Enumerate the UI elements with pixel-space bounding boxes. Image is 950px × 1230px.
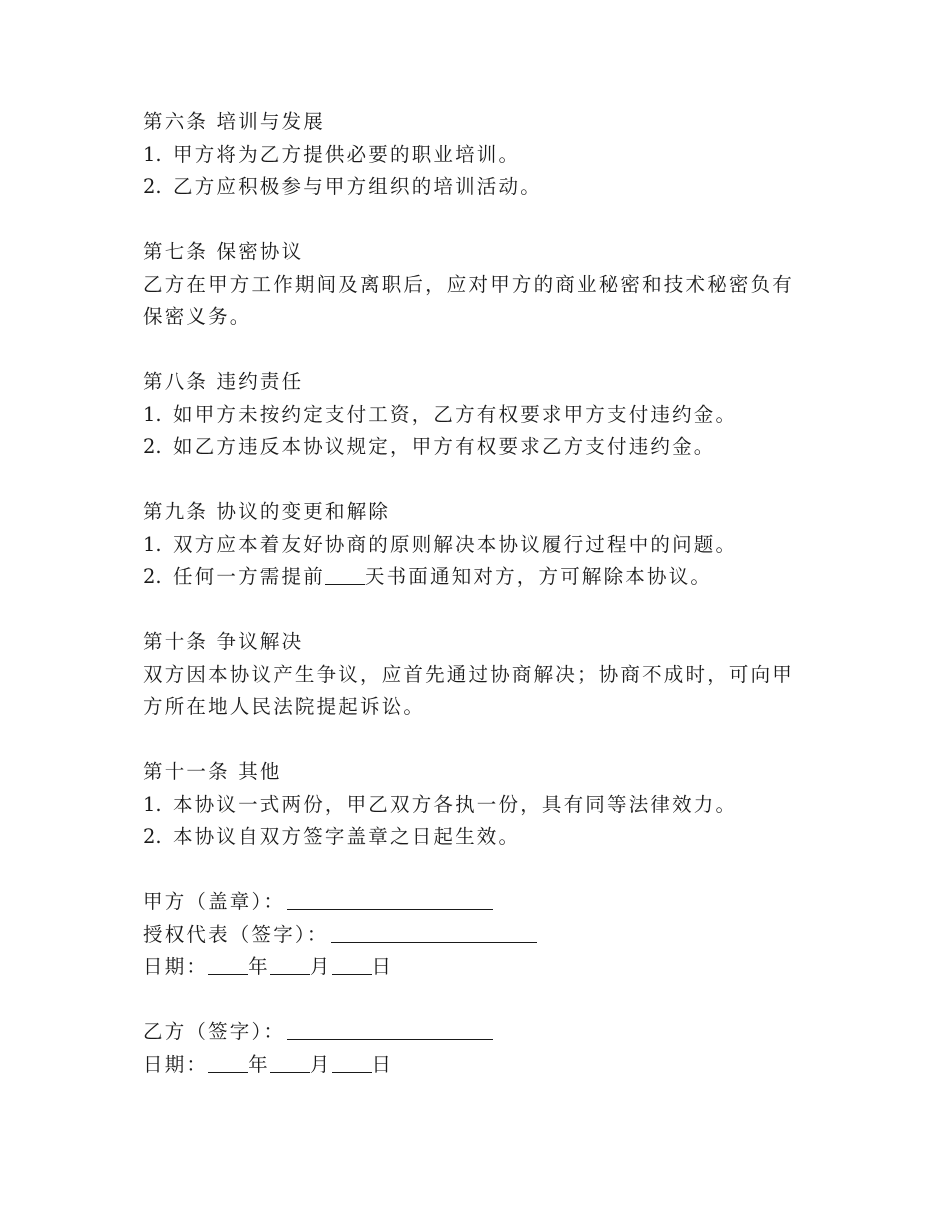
item-text: 本协议自双方签字盖章之日起生效。 — [173, 825, 521, 848]
article-8-item-1 — [143, 399, 823, 432]
party-a-label: 甲方（盖章）： — [143, 890, 286, 913]
authorized-rep-blank[interactable] — [331, 922, 537, 943]
year-label: 年 — [248, 1052, 270, 1076]
article-6-item-2 — [143, 171, 823, 204]
article-8-item-2 — [143, 431, 823, 464]
party-b-sign-line — [143, 1016, 823, 1049]
party-b-date-line — [143, 1049, 823, 1082]
party-b-sign-blank[interactable] — [287, 1019, 493, 1040]
day-label: 日 — [371, 955, 394, 978]
date-label: 日期： — [143, 1052, 209, 1076]
year-blank[interactable] — [208, 1052, 248, 1073]
item-number: 2. — [143, 825, 162, 848]
item-text-before: 任何一方需提前 — [173, 565, 325, 588]
item-number: 2. — [143, 175, 162, 198]
party-a-seal-blank[interactable] — [287, 889, 493, 910]
day-blank[interactable] — [332, 1052, 372, 1073]
day-label: 日 — [371, 1052, 394, 1076]
article-6-title: 第六条 培训与发展 — [143, 110, 325, 133]
article-9-title: 第九条 协议的变更和解除 — [143, 500, 391, 523]
item-number: 2. — [143, 435, 162, 458]
article-7-title: 第七条 保密协议 — [143, 240, 304, 263]
item-number: 1. — [143, 142, 162, 166]
item-number: 1. — [143, 402, 162, 426]
article-11-item-2 — [143, 821, 823, 854]
item-text: 如乙方违反本协议规定，甲方有权要求乙方支付违约金。 — [173, 435, 716, 458]
article-7-body-line-1: 乙方在甲方工作期间及离职后，应对甲方的商业秘密和技术秘密负有 — [143, 272, 795, 296]
contract-page — [143, 106, 823, 1081]
article-11-title: 第十一条 其他 — [143, 760, 282, 783]
month-blank[interactable] — [270, 954, 310, 975]
item-text-after: 天书面通知对方，方可解除本协议。 — [364, 565, 713, 588]
article-9-item-1 — [143, 529, 823, 562]
item-text: 双方应本着友好协商的原则解决本协议履行过程中的问题。 — [173, 532, 738, 556]
party-a-seal-line — [143, 886, 823, 919]
authorized-rep-label: 授权代表（签字）： — [143, 922, 329, 946]
item-number: 2. — [143, 565, 162, 588]
article-10-title: 第十条 争议解决 — [143, 630, 304, 653]
month-label: 月 — [309, 1052, 332, 1076]
party-b-label: 乙方（签字）： — [143, 1020, 286, 1043]
authorized-rep-line — [143, 919, 823, 952]
party-a-date-line — [143, 951, 823, 984]
month-blank[interactable] — [270, 1052, 310, 1073]
article-7-body-line-2: 保密义务。 — [143, 305, 252, 328]
item-text: 甲方将为乙方提供必要的职业培训。 — [173, 142, 521, 166]
item-text: 本协议一式两份，甲乙双方各执一份，具有同等法律效力。 — [173, 792, 738, 816]
article-11-item-1 — [143, 789, 823, 822]
year-label: 年 — [248, 955, 270, 978]
item-text: 乙方应积极参与甲方组织的培训活动。 — [173, 175, 542, 198]
month-label: 月 — [309, 955, 332, 978]
item-number: 1. — [143, 792, 162, 816]
year-blank[interactable] — [208, 954, 248, 975]
article-8-title: 第八条 违约责任 — [143, 370, 304, 393]
item-number: 1. — [143, 532, 162, 556]
day-blank[interactable] — [332, 954, 372, 975]
article-10-body-line-1: 双方因本协议产生争议，应首先通过协商解决；协商不成时，可向甲 — [143, 662, 795, 686]
date-label: 日期： — [143, 955, 209, 978]
notice-days-blank[interactable] — [325, 564, 365, 585]
article-10-body-line-2: 方所在地人民法院提起诉讼。 — [143, 695, 426, 718]
article-6-item-1 — [143, 139, 823, 172]
article-9-item-2 — [143, 561, 823, 594]
item-text: 如甲方未按约定支付工资，乙方有权要求甲方支付违约金。 — [173, 402, 738, 426]
